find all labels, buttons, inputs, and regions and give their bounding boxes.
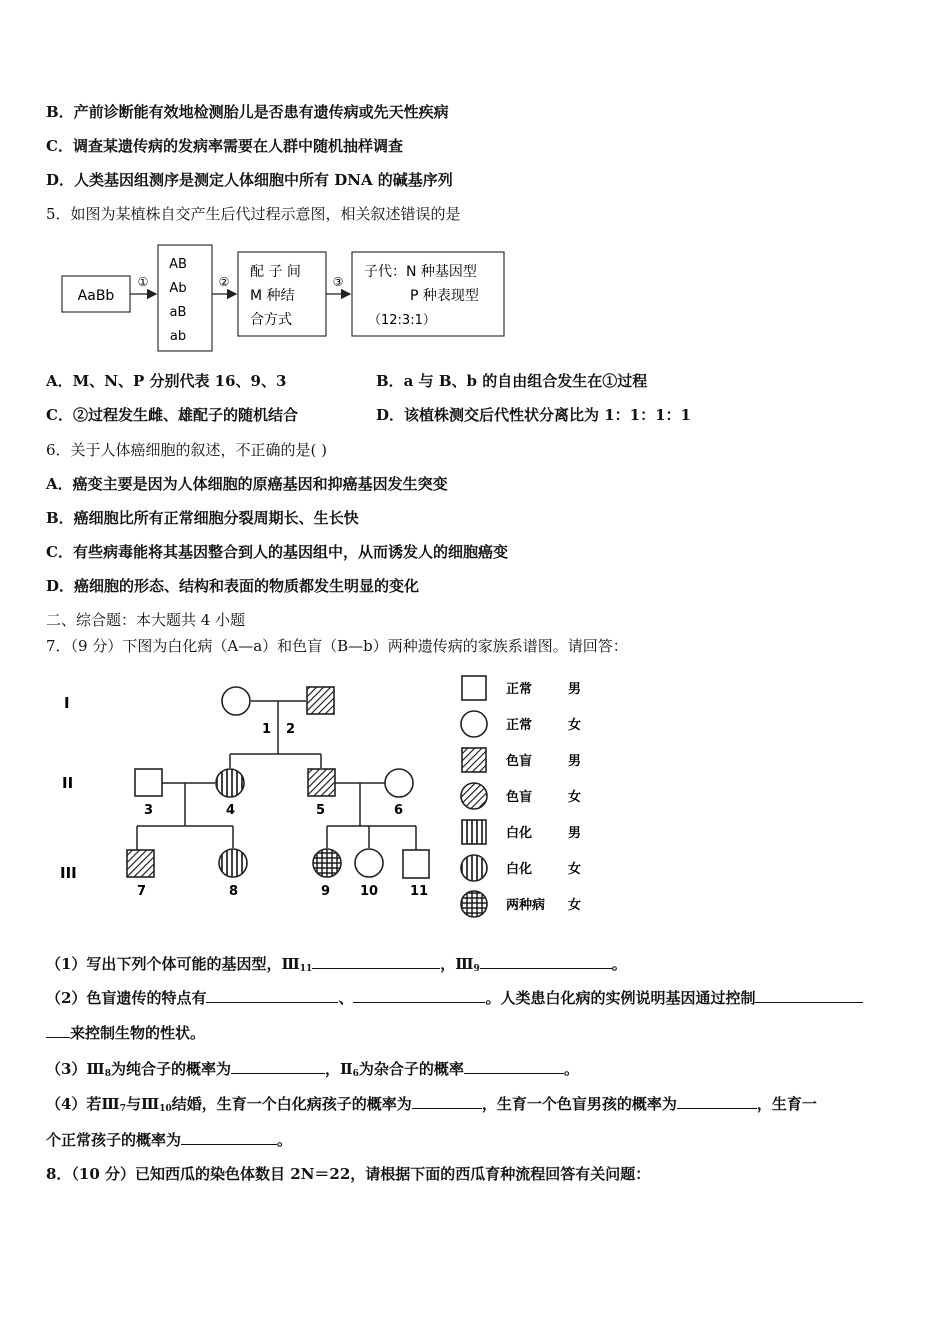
offspring-line: P 种表现型 [410,288,479,304]
individual-5-colorblind-male [308,769,335,796]
q8-stem: 8．（10 分）已知西瓜的染色体数目 2N＝22，请根据下面的西瓜育种流程回答有关问题： [46,1165,651,1183]
legend-symbol-albino-male [462,820,486,844]
q5-option-a: A．M、N、P 分别代表 16、9、3 [46,372,287,390]
combination-line: M 种结 [250,288,295,304]
legend-label: 色盲 [506,754,533,769]
q7-stem: 7．（9 分）下图为白化病（A—a）和色盲（B—b）两种遗传病的家族系谱图。请回答： [46,637,628,655]
q5-stem: 5．如图为某植株自交产生后代过程示意图，相关叙述错误的是 [46,205,461,223]
individual-number: 8 [229,884,239,899]
individual-1-normal-female [222,687,250,715]
individual-number: 11 [410,884,429,899]
q5-option-d: D．该植株测交后代性状分离比为 1：1：1：1 [376,406,691,424]
individual-number: 5 [316,803,326,818]
q7-part-4-cont: 个正常孩子的概率为 。 [46,1131,293,1149]
answer-blank[interactable] [206,987,338,1003]
q6-stem: 6．关于人体癌细胞的叙述，不正确的是( ) [46,441,328,459]
individual-number: 9 [321,884,331,899]
individual-6-normal-female [385,769,413,797]
combination-line: 配 子 间 [250,264,301,280]
individual-7-colorblind-male [127,850,154,877]
legend-sex: 男 [568,754,582,769]
gamete: Ab [169,281,187,296]
q6-option-b: B．癌细胞比所有正常细胞分裂周期长、生长快 [46,509,359,527]
q5-option-c: C．②过程发生雌、雄配子的随机结合 [46,406,298,424]
q7-part-1: （1）写出下列个体可能的基因型，$Ⅲ_{11}$ ，$Ⅲ_9$ 。 [46,955,627,974]
step1-label: ① [137,275,149,289]
step2-label: ② [218,275,230,289]
legend-sex: 女 [568,790,582,805]
gamete: ab [169,329,187,344]
answer-blank[interactable] [181,1129,277,1145]
legend-label: 正常 [506,682,533,697]
legend-symbol-normal-female [461,711,487,737]
individual-9-both-diseases-female [313,849,341,877]
legend-symbol-colorblind-male [462,748,486,772]
legend-label: 白化 [506,826,533,841]
answer-blank[interactable] [755,987,863,1003]
legend-label: 色盲 [506,790,533,805]
q4-option-d: D．人类基因组测序是测定人体细胞中所有 DNA 的碱基序列 [46,171,453,189]
legend-label: 正常 [506,718,533,733]
generation-label: III [60,864,77,882]
gamete: AB [169,257,187,272]
gamete: aB [169,305,187,320]
combination-line: 合方式 [250,312,292,328]
q4-option-b: B．产前诊断能有效地检测胎儿是否患有遗传病或先天性疾病 [46,103,449,121]
individual-8-albino-female [219,849,247,877]
legend-symbol-colorblind-female [461,783,487,809]
answer-blank[interactable] [480,953,612,969]
individual-number: 3 [144,803,154,818]
answer-blank[interactable] [353,987,485,1003]
individual-3-normal-male [135,769,162,796]
individual-number: 2 [286,722,296,737]
q7-part-2: （2）色盲遗传的特点有 、 。人类患白化病的实例说明基因通过控制 [46,987,863,1008]
answer-blank[interactable] [46,1022,70,1038]
q6-option-a: A．癌变主要是因为人体细胞的原癌基因和抑癌基因发生突变 [46,475,448,493]
answer-blank[interactable] [464,1058,564,1074]
q7-part-3: $(3)Ⅲ_8$为纯合子的概率为 ，$Ⅱ_6$为杂合子的概率 。 [46,1060,579,1079]
individual-number: 7 [137,884,147,899]
legend-label: 两种病 [506,898,546,913]
q7-part-4: （4）若$Ⅲ_7$与$Ⅲ_{10}$结婚，生育一个白化病孩子的概率为 ，生育一个色盲男孩的概率为 ，生育一 [46,1095,817,1114]
generation-label: II [62,774,74,792]
individual-number: 4 [226,803,236,818]
q5-option-b: B．a 与 B、b 的自由组合发生在①过程 [376,372,648,390]
legend-label: 白化 [506,862,533,877]
q7-part-2-cont: 来控制生物的性状。 [46,1022,205,1043]
legend-symbol-normal-male [462,676,486,700]
q6-option-d: D．癌细胞的形态、结构和表面的物质都发生明显的变化 [46,577,420,595]
individual-number: 1 [262,722,272,737]
individual-number: 6 [394,803,404,818]
generation-label: I [64,694,70,712]
answer-blank[interactable] [412,1093,482,1109]
answer-blank[interactable] [677,1093,757,1109]
section-heading: 二、综合题：本大题共 4 小题 [46,611,246,629]
legend-sex: 女 [568,862,582,877]
q6-option-c: C．有些病毒能将其基因整合到人的基因组中，从而诱发人的细胞癌变 [46,543,508,561]
individual-2-colorblind-male [307,687,334,714]
individual-number: 10 [360,884,379,899]
answer-blank[interactable] [312,953,440,969]
legend-sex: 女 [568,718,582,733]
q5-process-diagram [50,238,520,358]
offspring-line: （12:3:1） [368,313,436,328]
offspring-line: 子代：N 种基因型 [364,264,477,280]
parent-label: AaBb [77,288,115,304]
step3-label: ③ [332,275,344,289]
legend-sex: 男 [568,682,582,697]
answer-blank[interactable] [231,1058,325,1074]
legend-sex: 男 [568,826,582,841]
pedigree-chart [40,666,610,928]
legend-sex: 女 [568,898,582,913]
individual-10-normal-female [355,849,383,877]
legend-symbol-albino-female [461,855,487,881]
individual-11-normal-male [403,850,429,878]
individual-4-albino-female [216,769,244,797]
q4-option-c: C．调查某遗传病的发病率需要在人群中随机抽样调查 [46,137,403,155]
legend-symbol-both-diseases-female [461,891,487,917]
